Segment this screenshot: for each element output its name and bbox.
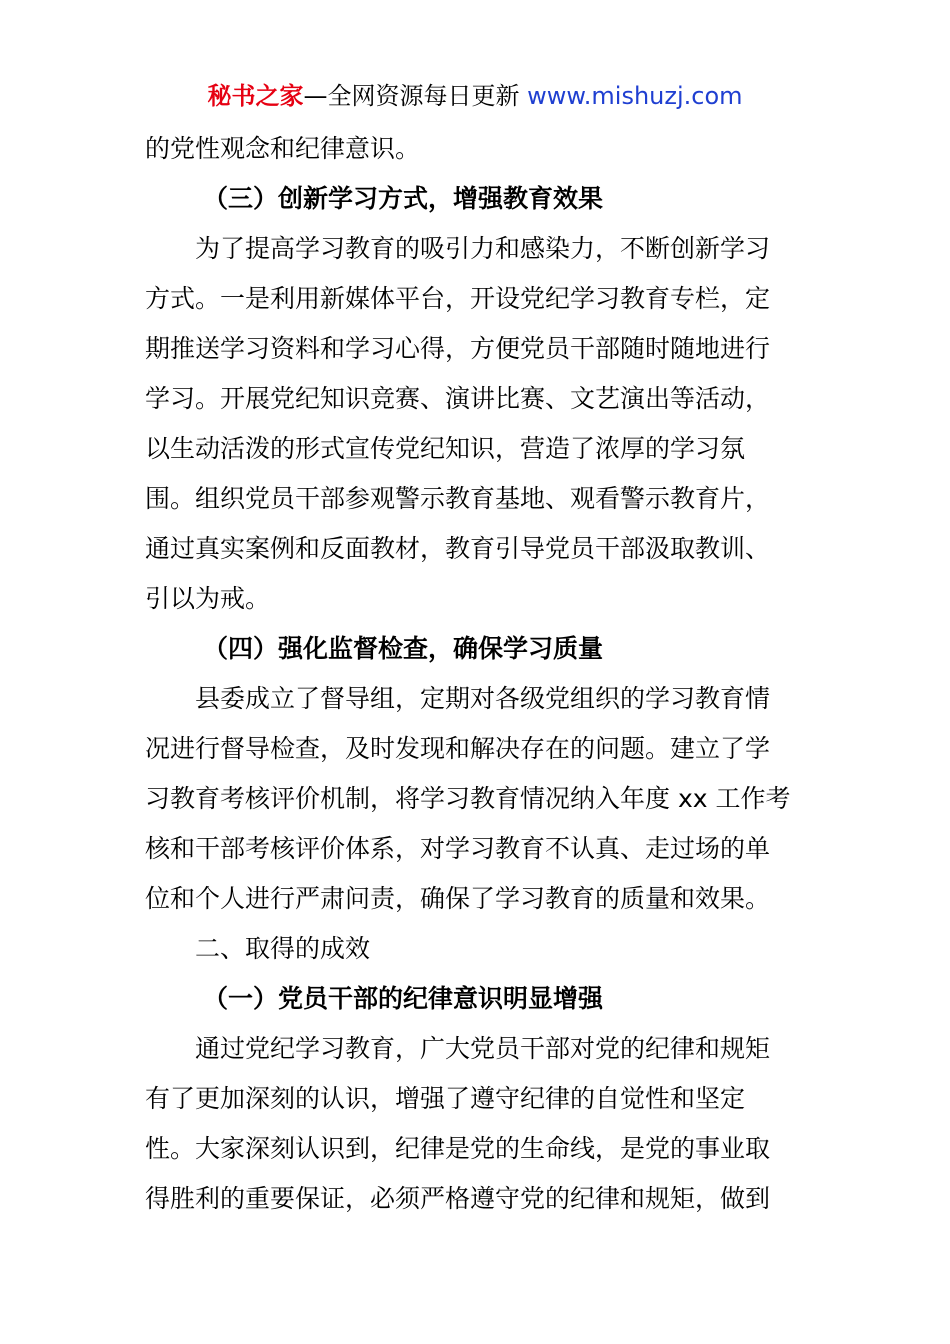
paragraph-line: 有了更加深刻的认识，增强了遵守纪律的自觉性和坚定 [145,1084,746,1113]
paragraph-line: 核和干部考核评价体系，对学习教育不认真、走过场的单 [145,834,771,863]
chapter-heading: 二、取得的成效 [195,934,371,963]
paragraph-line: 通过党纪学习教育，广大党员干部对党的纪律和规矩 [195,1034,771,1063]
site-url-link[interactable]: www.mishuzj.com [527,82,743,110]
site-header [0,80,950,112]
section-heading: （四）强化监督检查，确保学习质量 [203,634,604,663]
paragraph-line: 县委成立了督导组，定期对各级党组织的学习教育情 [195,684,771,713]
paragraph-line: 方式。一是利用新媒体平台，开设党纪学习教育专栏，定 [145,284,771,313]
site-tagline: —全网资源每日更新 [303,82,520,110]
paragraph-line: 学习。开展党纪知识竞赛、演讲比赛、文艺演出等活动， [145,384,771,413]
paragraph-line: 为了提高学习教育的吸引力和感染力，不断创新学习 [195,234,771,263]
paragraph-line: 以生动活泼的形式宣传党纪知识，营造了浓厚的学习氛 [145,434,746,463]
paragraph-line: 的党性观念和纪律意识。 [145,134,421,163]
section-heading: （一）党员干部的纪律意识明显增强 [203,984,604,1013]
paragraph-line: 位和个人进行严肃问责，确保了学习教育的质量和效果。 [145,884,771,913]
paragraph-line: 引以为戒。 [145,584,271,613]
paragraph-line: 习教育考核评价机制，将学习教育情况纳入年度 xx 工作考 [145,784,791,813]
paragraph-line: 通过真实案例和反面教材，教育引导党员干部汲取教训、 [145,534,771,563]
paragraph-line: 期推送学习资料和学习心得，方便党员干部随时随地进行 [145,334,771,363]
paragraph-line: 得胜利的重要保证，必须严格遵守党的纪律和规矩，做到 [145,1184,771,1213]
paragraph-line: 况进行督导检查，及时发现和解决存在的问题。建立了学 [145,734,771,763]
paragraph-line: 围。组织党员干部参观警示教育基地、观看警示教育片， [145,484,771,513]
paragraph-line: 性。大家深刻认识到，纪律是党的生命线，是党的事业取 [145,1134,771,1163]
section-heading: （三）创新学习方式，增强教育效果 [203,184,604,213]
site-brand: 秘书之家 [207,82,304,110]
document-body [145,124,810,1224]
